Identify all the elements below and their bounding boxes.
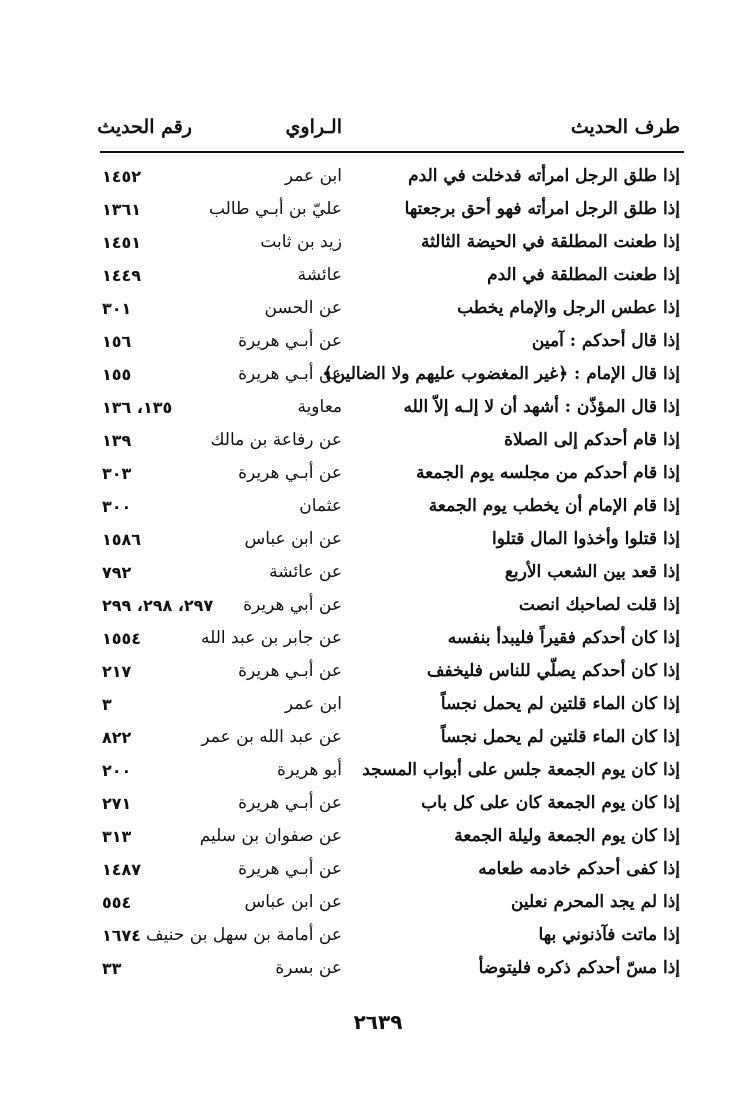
narrator: معاوية: [297, 397, 342, 417]
hadith-number: ٣٠١: [102, 299, 132, 318]
hadith-beginning: إذا عطس الرجل والإمام يخطب: [457, 298, 680, 318]
table-header: [97, 108, 682, 148]
hadith-beginning: إذا كان يوم الجمعة كان على كل باب: [421, 793, 680, 813]
hadith-beginning: إذا قام أحدكم إلى الصلاة: [504, 430, 680, 450]
hadith-number: ١٤٤٩: [102, 266, 142, 285]
table-row: [100, 193, 682, 226]
hadith-beginning: إذا قلت لصاحبك انصت: [518, 595, 680, 615]
narrator: عائشة: [297, 265, 342, 285]
hadith-beginning: إذا كان يوم الجمعة وليلة الجمعة: [454, 826, 680, 846]
hadith-beginning: إذا كان أحدكم يصلّي للناس فليخفف: [426, 661, 680, 681]
table-row: [100, 424, 682, 457]
hadith-number: ١٥٨٦: [102, 530, 142, 549]
table-row: [100, 787, 682, 820]
hadith-number: ٢٠٠: [102, 761, 132, 780]
table-row: [100, 259, 682, 292]
hadith-number: ١٥٥: [102, 365, 132, 384]
table-row: [100, 721, 682, 754]
table-row: [100, 622, 682, 655]
narrator: عليّ بن أبـي طالب: [208, 199, 342, 219]
narrator: ابن عمر: [284, 694, 342, 714]
hadith-number: ٨٢٢: [102, 728, 132, 747]
narrator: عن عبد الله بن عمر: [201, 727, 342, 747]
hadith-beginning: إذا كان يوم الجمعة جلس على أبواب المسجد: [362, 760, 680, 780]
hadith-beginning: إذا طعنت المطلقة في الحيضة الثالثة: [421, 232, 680, 252]
table-row: [100, 952, 682, 985]
table-row: [100, 820, 682, 853]
hadith-beginning: إذا قال الإمام : ﴿غير المغضوب عليهم ولا الضالين﴾: [322, 364, 680, 384]
narrator: عن صفوان بن سليم: [199, 826, 342, 846]
narrator: عن أبي هريرة: [243, 595, 342, 615]
narrator: عن جابر بن عبد الله: [200, 628, 342, 648]
hadith-number: ١٥٥٤: [102, 629, 142, 648]
narrator: عن أمامة بن سهل بن حنيف: [146, 925, 342, 945]
table-row: [100, 754, 682, 787]
hadith-number: ٣: [102, 695, 112, 714]
hadith-number: ٢٧١: [102, 794, 132, 813]
hadith-number: ٣٠٣: [102, 464, 132, 483]
narrator: عن أبـي هريرة: [238, 793, 342, 813]
narrator: عن أبـي هريرة: [238, 661, 342, 681]
hadith-number: ٣٣: [102, 959, 122, 978]
table-row: [100, 556, 682, 589]
hadith-beginning: إذا كان الماء قلتين لم يحمل نجساً: [440, 727, 680, 747]
hadith-beginning: إذا قتلوا وأخذوا المال قتلوا: [491, 529, 680, 549]
hadith-beginning: إذا مسّ أحدكم ذكره فليتوضأ: [478, 958, 680, 978]
narrator: زيد بن ثابت: [260, 232, 342, 252]
hadith-index-table: [100, 160, 682, 985]
table-row: [100, 655, 682, 688]
hadith-number: ١٣٩: [102, 431, 132, 450]
hadith-number: ٧٩٢: [102, 563, 132, 582]
table-row: [100, 919, 682, 952]
table-row: [100, 886, 682, 919]
hadith-beginning: إذا كان الماء قلتين لم يحمل نجساً: [440, 694, 680, 714]
hadith-number: ١٥٦: [102, 332, 132, 351]
narrator: عن أبـي هريرة: [238, 463, 342, 483]
table-row: [100, 325, 682, 358]
narrator: عن أبـي هريرة: [238, 364, 342, 384]
table-row: [100, 523, 682, 556]
narrator: أبو هريرة: [276, 760, 342, 780]
hadith-beginning: إذا كفى أحدكم خادمه طعامه: [478, 859, 680, 879]
hadith-number: ٣١٣: [102, 827, 132, 846]
hadith-number: ١٣٥، ١٣٦: [102, 398, 173, 417]
hadith-number: ١٤٨٧: [102, 860, 142, 879]
header-narrator: الـراوي: [285, 116, 342, 138]
table-row: [100, 226, 682, 259]
narrator: عثمان: [299, 496, 342, 516]
hadith-number: ١٣٦١: [102, 200, 142, 219]
hadith-beginning: إذا قعد بين الشعب الأربع: [504, 562, 680, 582]
hadith-beginning: إذا قال المؤذّن : أشهد أن لا إلـه إلاّ الله: [403, 397, 680, 417]
table-row: [100, 457, 682, 490]
header-hadith-number: رقم الحديث: [97, 116, 192, 138]
hadith-number: ١٤٥٢: [102, 167, 142, 186]
hadith-number: ٥٥٤: [102, 893, 132, 912]
hadith-number: ٢١٧: [102, 662, 132, 681]
header-hadith-beginning: طرف الحديث: [570, 116, 680, 138]
narrator: عن عائشة: [269, 562, 342, 582]
hadith-number: ٢٩٧، ٢٩٨، ٢٩٩: [102, 596, 214, 615]
hadith-beginning: إذا ماتت فآذنوني بها: [538, 925, 680, 945]
table-row: [100, 688, 682, 721]
hadith-beginning: إذا كان أحدكم فقيراً فليبدأ بنفسه: [447, 628, 680, 648]
narrator: عن بسرة: [275, 958, 342, 978]
table-row: [100, 490, 682, 523]
hadith-number: ٣٠٠: [102, 497, 132, 516]
table-row: [100, 589, 682, 622]
hadith-beginning: إذا طلق الرجل امرأته فهو أحق برجعتها: [404, 199, 680, 219]
hadith-beginning: إذا قام الإمام أن يخطب يوم الجمعة: [428, 496, 680, 516]
narrator: ابن عمر: [284, 166, 342, 186]
hadith-beginning: إذا طلق الرجل امرأته فدخلت في الدم: [408, 166, 680, 186]
table-row: [100, 391, 682, 424]
narrator: عن ابن عباس: [244, 892, 342, 912]
hadith-beginning: إذا قام أحدكم من مجلسه يوم الجمعة: [415, 463, 680, 483]
table-row: [100, 853, 682, 886]
table-row: [100, 160, 682, 193]
hadith-beginning: إذا طعنت المطلقة في الدم: [487, 265, 680, 285]
header-divider: [100, 151, 684, 153]
narrator: عن الحسن: [264, 298, 342, 318]
narrator: عن ابن عباس: [244, 529, 342, 549]
page-number: ٢٦٣٩: [353, 1010, 403, 1034]
hadith-beginning: إذا قال أحدكم : آمين: [531, 331, 680, 351]
hadith-number: ١٤٥١: [102, 233, 142, 252]
narrator: عن أبـي هريرة: [238, 859, 342, 879]
hadith-beginning: إذا لم يجد المحرم نعلين: [510, 892, 680, 912]
narrator: عن أبـي هريرة: [238, 331, 342, 351]
narrator: عن رفاعة بن مالك: [210, 430, 342, 450]
table-row: [100, 358, 682, 391]
hadith-number: ١٦٧٤: [102, 926, 142, 945]
table-row: [100, 292, 682, 325]
